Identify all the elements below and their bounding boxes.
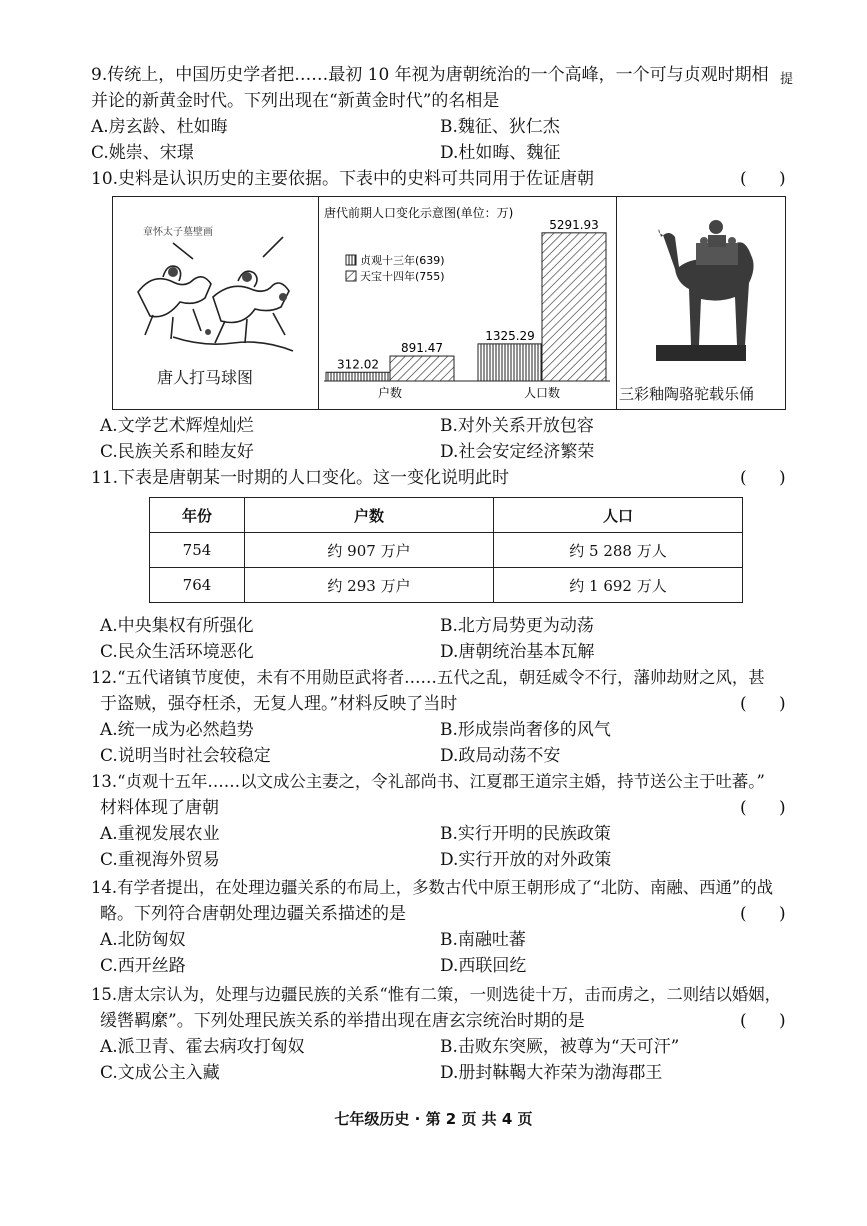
camel-figurine-panel <box>616 197 785 409</box>
q13-stem-line1: 13.“贞观十五年……以文成公主妻之，令礼部尚书、江夏郡王道宗主婚，持节送公主于吐蕃。” <box>91 772 765 791</box>
q9-stem-line2: 并论的新黄金时代。下列出现在“新黄金时代”的名相是 <box>91 91 500 111</box>
q13-option-c: C.重视海外贸易 <box>100 850 220 870</box>
q12-option-d: D.政局动荡不安 <box>440 746 561 766</box>
legend-swatch-755 <box>346 271 356 281</box>
polo-painting-image <box>113 197 318 367</box>
q11-answer-blank: ( ) <box>740 468 786 488</box>
q12-answer-blank: ( ) <box>740 694 786 714</box>
population-chart-panel <box>318 197 617 409</box>
cell-population: 约 5 288 万人 <box>494 533 743 568</box>
header-population: 人口 <box>494 498 743 533</box>
q14-stem-line2: 略。下列符合唐朝处理边疆关系描述的是 <box>100 904 406 924</box>
q13-option-b: B.实行开明的民族政策 <box>440 824 611 844</box>
q13-answer-blank: ( ) <box>740 798 786 818</box>
legend-label-755: 天宝十四年(755) <box>360 270 445 283</box>
q15-option-a: A.派卫青、霍去病攻打匈奴 <box>100 1037 305 1057</box>
q13-stem-line2: 材料体现了唐朝 <box>100 798 219 818</box>
bar-755-households <box>390 356 454 381</box>
camel-figurine-image <box>616 197 785 377</box>
table-row <box>150 533 743 568</box>
q15-option-b: B.击败东突厥，被尊为“天可汗” <box>440 1037 680 1057</box>
bar-value-label: 312.02 <box>337 357 379 372</box>
bar-value-label: 1325.29 <box>485 328 535 343</box>
q13-option-d: D.实行开放的对外政策 <box>440 850 612 870</box>
q14-answer-blank: ( ) <box>740 904 786 924</box>
cell-year: 764 <box>150 568 245 603</box>
q14-option-b: B.南融吐蕃 <box>440 930 526 950</box>
q12-stem-line1: 12.“五代诸镇节度使，未有不用勋臣武将者……五代之乱，朝廷威令不行，藩帅劫财之风，甚 <box>91 668 765 687</box>
q15-option-d: D.册封靺鞨大祚荣为渤海郡王 <box>440 1063 663 1083</box>
cell-population: 约 1 692 万人 <box>494 568 743 603</box>
bar-639-population <box>478 344 542 381</box>
cell-households: 约 293 万户 <box>245 568 494 603</box>
cell-households: 约 907 万户 <box>245 533 494 568</box>
table-header-row <box>150 498 743 533</box>
q10-option-b: B.对外关系开放包容 <box>440 416 594 436</box>
header-households: 户数 <box>245 498 494 533</box>
q15-option-c: C.文成公主入藏 <box>100 1063 220 1083</box>
q12-option-b: B.形成崇尚奢侈的风气 <box>440 720 611 740</box>
header-year: 年份 <box>150 498 245 533</box>
q10-source-panel <box>112 196 786 410</box>
q10-answer-blank: ( ) <box>740 169 786 189</box>
category-label-population: 人口数 <box>523 386 561 400</box>
q10-option-a: A.文学艺术辉煌灿烂 <box>100 416 254 436</box>
q13-option-a: A.重视发展农业 <box>100 824 220 844</box>
q11-option-d: D.唐朝统治基本瓦解 <box>440 642 595 662</box>
q15-stem-line2: 缓辔羁縻”。下列处理民族关系的举措出现在唐玄宗统治时期的是 <box>100 1011 585 1031</box>
chart-title: 唐代前期人口变化示意图(单位：万) <box>324 206 514 220</box>
q12-option-a: A.统一成为必然趋势 <box>100 720 254 740</box>
q9-option-b: B.魏征、狄仁杰 <box>440 117 560 137</box>
cell-year: 754 <box>150 533 245 568</box>
camel-caption: 三彩釉陶骆驼载乐俑 <box>619 385 755 403</box>
page-footer: 七年级历史 · 第 2 页 共 4 页 <box>334 1110 533 1128</box>
q14-stem-line1: 14.有学者提出，在处理边疆关系的布局上，多数古代中原王朝形成了“北防、南融、西通”的战 <box>91 878 774 897</box>
legend-label-639: 贞观十三年(639) <box>360 254 445 267</box>
q12-stem-line2: 于盗贼，强夺枉杀，无复人理。”材料反映了当时 <box>100 694 458 714</box>
population-table <box>149 497 743 603</box>
q14-option-a: A.北防匈奴 <box>100 930 186 950</box>
bar-755-population <box>542 233 606 381</box>
q11-option-b: B.北方局势更为动荡 <box>440 616 594 636</box>
q14-option-d: D.西联回纥 <box>440 956 527 976</box>
q12-option-c: C.说明当时社会较稳定 <box>100 746 271 766</box>
q11-option-a: A.中央集权有所强化 <box>100 616 254 636</box>
category-label-households: 户数 <box>377 386 403 400</box>
polo-caption: 唐人打马球图 <box>157 368 254 387</box>
table-row <box>150 568 743 603</box>
q10-option-c: C.民族关系和睦友好 <box>100 442 254 462</box>
q9-stem-line1: 9.传统上，中国历史学者把……最初 10 年视为唐朝统治的一个高峰，一个可与贞观时期相 <box>91 65 769 85</box>
polo-painting-panel <box>113 197 319 409</box>
q10-stem: 10.史料是认识历史的主要依据。下表中的史料可共同用于佐证唐朝 <box>91 169 595 189</box>
q14-option-c: C.西开丝路 <box>100 956 186 976</box>
q11-stem: 11.下表是唐朝某一时期的人口变化。这一变化说明此时 <box>91 468 510 488</box>
bar-value-label: 5291.93 <box>549 217 599 232</box>
q15-stem-line1: 15.唐太宗认为，处理与边疆民族的关系“惟有二策，一则选徒十万，击而虏之，二则结以婚姻， <box>91 985 782 1004</box>
q10-option-d: D.社会安定经济繁荣 <box>440 442 595 462</box>
bar-value-label: 891.47 <box>401 341 443 356</box>
q9-option-c: C.姚崇、宋璟 <box>91 143 194 163</box>
q9-option-d: D.杜如晦、魏征 <box>440 143 561 163</box>
q9-side-mark: 提 <box>780 72 794 87</box>
q11-option-c: C.民众生活环境恶化 <box>100 642 254 662</box>
bar-639-households <box>326 372 390 381</box>
q9-option-a: A.房玄龄、杜如晦 <box>91 117 228 137</box>
population-chart <box>318 197 616 409</box>
polo-inscription: 章怀太子墓壁画 <box>143 227 213 238</box>
legend-swatch-639 <box>346 255 356 265</box>
q15-answer-blank: ( ) <box>740 1011 786 1031</box>
